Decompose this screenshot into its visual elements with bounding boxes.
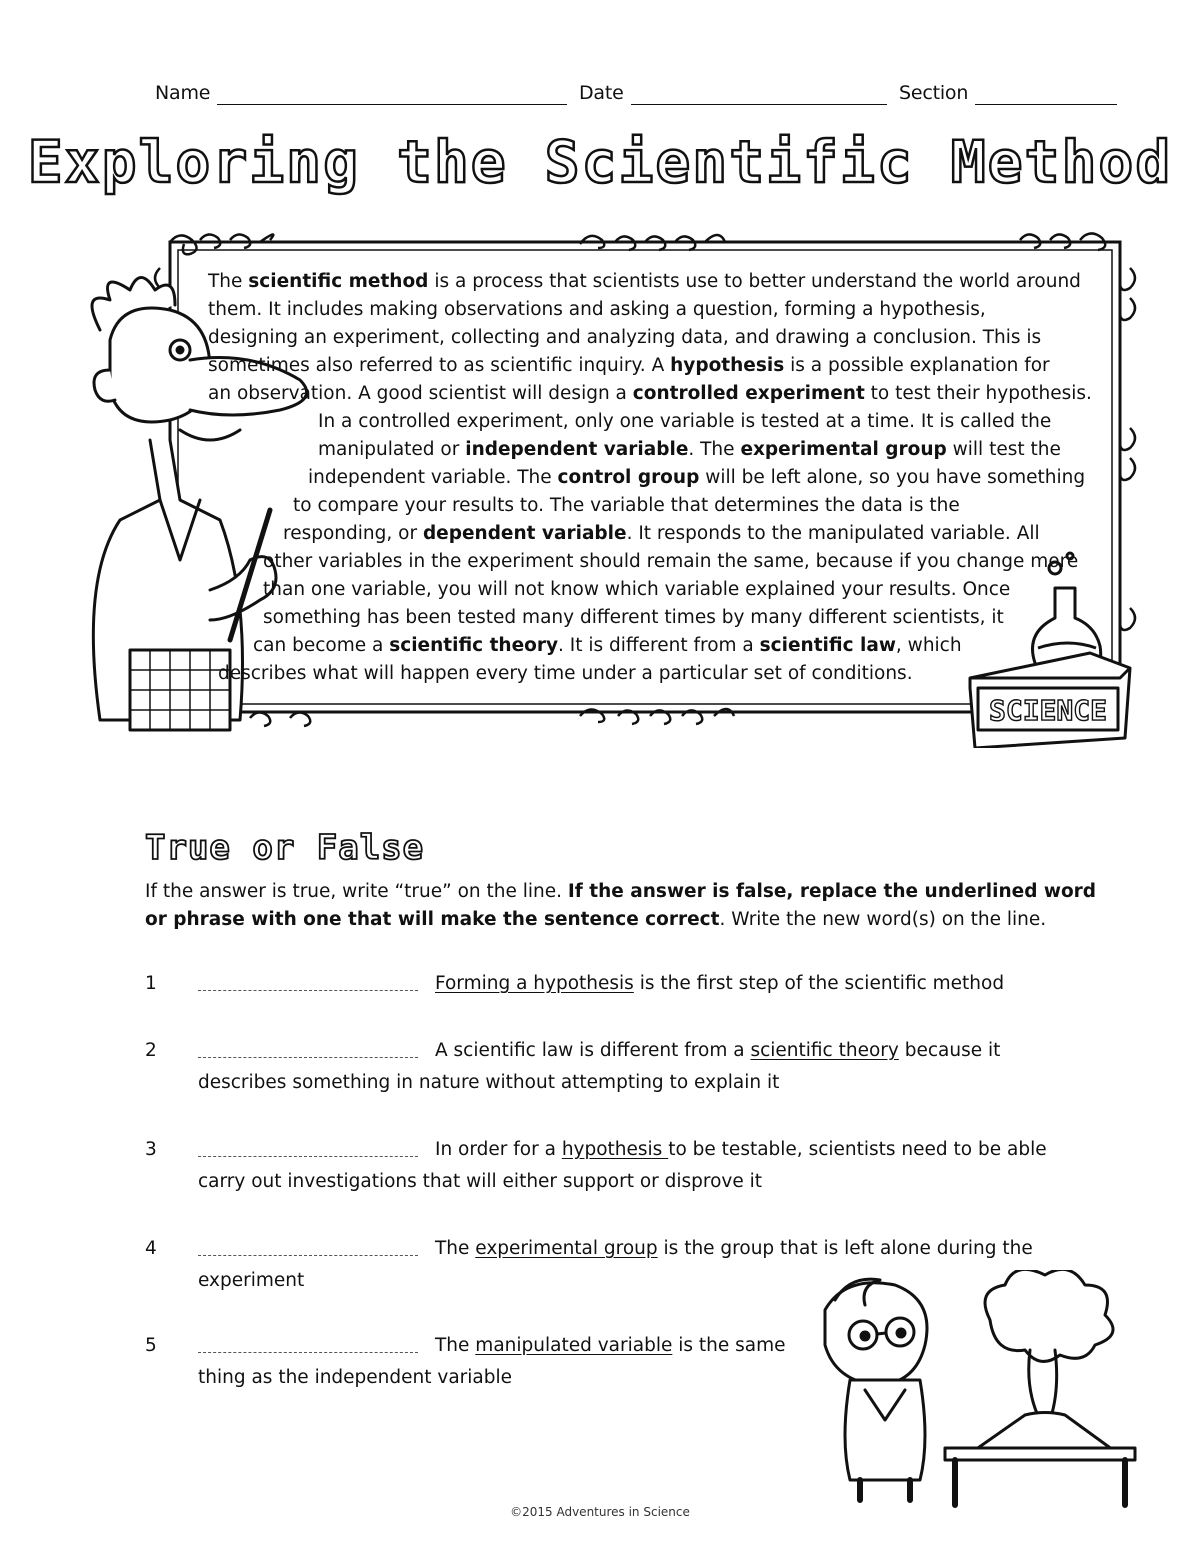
intro-text: to compare your results to. The variable that determines the data is the xyxy=(293,495,960,516)
intro-text: . The xyxy=(688,439,741,460)
question-text-post: is the group that is left alone during the xyxy=(657,1238,1033,1259)
intro-line xyxy=(208,520,1098,548)
answer-blank[interactable] xyxy=(198,1352,418,1353)
intro-text: them. It includes making observations and asking a question, forming a hypothesis, xyxy=(208,299,986,320)
intro-line xyxy=(208,408,1098,436)
intro-text: will test the xyxy=(946,439,1061,460)
question-continuation: carry out investigations that will either support or disprove it xyxy=(198,1171,763,1192)
intro-line xyxy=(208,548,1098,576)
copyright-footer: ©2015 Adventures in Science xyxy=(510,1505,690,1519)
question-text-pre: The xyxy=(435,1335,476,1356)
intro-text: can become a xyxy=(253,635,390,656)
instructions-text-end: . Write the new word(s) on the line. xyxy=(719,909,1047,930)
intro-text: manipulated or xyxy=(318,439,466,460)
answer-blank[interactable] xyxy=(198,1057,418,1058)
key-term: independent variable xyxy=(465,439,689,460)
section-title: True or False xyxy=(145,828,425,868)
intro-line xyxy=(208,436,1098,464)
section-field[interactable] xyxy=(975,104,1117,105)
intro-paragraph xyxy=(208,268,1098,688)
answer-blank[interactable] xyxy=(198,1156,418,1157)
name-field[interactable] xyxy=(217,104,567,105)
instructions xyxy=(145,878,1105,934)
volcano-kid-illustration xyxy=(815,1270,1145,1510)
header-row xyxy=(155,80,1117,110)
question-continuation: describes something in nature without attempting to explain it xyxy=(198,1072,780,1093)
intro-line xyxy=(208,492,1098,520)
intro-text: responding, or xyxy=(283,523,423,544)
key-term: experimental group xyxy=(740,439,947,460)
question-number: 1 xyxy=(145,973,157,994)
intro-line xyxy=(208,632,1098,660)
intro-line xyxy=(208,464,1098,492)
question-text-pre: A scientific law is different from a xyxy=(435,1040,751,1061)
page-title: Exploring the Scientific Method xyxy=(27,128,1173,196)
question-continuation: experiment xyxy=(198,1270,305,1291)
instructions-text: If the answer is true, write “true” on the line. xyxy=(145,881,568,902)
intro-text: other variables in the experiment should remain the same, because if you change more xyxy=(263,551,1079,572)
intro-line xyxy=(208,576,1098,604)
question-text xyxy=(435,968,1004,1000)
intro-line xyxy=(208,604,1098,632)
question-number: 4 xyxy=(145,1238,157,1259)
instructions-bold: If the answer is false, replace the underlined word or phrase with one that will make the sentence correct xyxy=(145,881,1097,930)
key-term: scientific method xyxy=(248,271,429,292)
key-term: controlled experiment xyxy=(632,383,865,404)
intro-text: is a possible explanation for xyxy=(784,355,1050,376)
intro-line xyxy=(208,296,1098,324)
intro-text: designing an experiment, collecting and analyzing data, and drawing a conclusion. This is xyxy=(208,327,1042,348)
question-text xyxy=(435,1134,1047,1166)
intro-line xyxy=(208,324,1098,352)
question-text-pre: In order for a xyxy=(435,1139,562,1160)
intro-text: In a controlled experiment, only one variable is tested at a time. It is called the xyxy=(318,411,1052,432)
intro-line xyxy=(208,660,1098,688)
intro-line xyxy=(208,380,1098,408)
question-text xyxy=(435,1035,1000,1067)
intro-text: sometimes also referred to as scientific inquiry. A xyxy=(208,355,671,376)
question-text xyxy=(435,1330,786,1362)
intro-text: describes what will happen every time under a particular set of conditions. xyxy=(218,663,913,684)
underlined-term: hypothesis xyxy=(561,1139,669,1160)
underlined-term: scientific theory xyxy=(750,1040,899,1061)
underlined-term: Forming a hypothesis xyxy=(435,973,634,994)
key-term: scientific law xyxy=(759,635,896,656)
underlined-term: manipulated variable xyxy=(475,1335,673,1356)
intro-text: The xyxy=(208,271,249,292)
intro-text: independent variable. The xyxy=(308,467,558,488)
key-term: control group xyxy=(557,467,700,488)
question-text xyxy=(435,1233,1033,1265)
date-label: Date xyxy=(579,82,624,104)
key-term: scientific theory xyxy=(389,635,559,656)
question-text-post: is the first step of the scientific method xyxy=(633,973,1005,994)
question-text-post: to be testable, scientists need to be able xyxy=(668,1139,1047,1160)
book-label: SCIENCE xyxy=(988,694,1108,727)
question-text-post: because it xyxy=(898,1040,1001,1061)
answer-blank[interactable] xyxy=(198,990,418,991)
question-text-pre: The xyxy=(435,1238,476,1259)
key-term: hypothesis xyxy=(670,355,785,376)
intro-line xyxy=(208,268,1098,296)
key-term: dependent variable xyxy=(422,523,627,544)
intro-text: something has been tested many different times by many different scientists, it xyxy=(263,607,1004,628)
date-field[interactable] xyxy=(631,104,887,105)
intro-text: , which xyxy=(895,635,962,656)
intro-text: is a process that scientists use to better understand the world around xyxy=(428,271,1081,292)
intro-text: . It responds to the manipulated variable. All xyxy=(626,523,1040,544)
question-continuation: thing as the independent variable xyxy=(198,1367,513,1388)
intro-text: will be left alone, so you have something xyxy=(699,467,1086,488)
intro-line xyxy=(208,352,1098,380)
question-number: 3 xyxy=(145,1139,157,1160)
answer-blank[interactable] xyxy=(198,1255,418,1256)
name-label: Name xyxy=(155,82,211,104)
intro-text: to test their hypothesis. xyxy=(864,383,1092,404)
intro-text: an observation. A good scientist will design a xyxy=(208,383,633,404)
section-label: Section xyxy=(899,82,969,104)
underlined-term: experimental group xyxy=(475,1238,658,1259)
question-number: 5 xyxy=(145,1335,157,1356)
question-text-post: is the same xyxy=(672,1335,786,1356)
intro-text: than one variable, you will not know which variable explained your results. Once xyxy=(263,579,1011,600)
intro-text: . It is different from a xyxy=(558,635,760,656)
question-number: 2 xyxy=(145,1040,157,1061)
